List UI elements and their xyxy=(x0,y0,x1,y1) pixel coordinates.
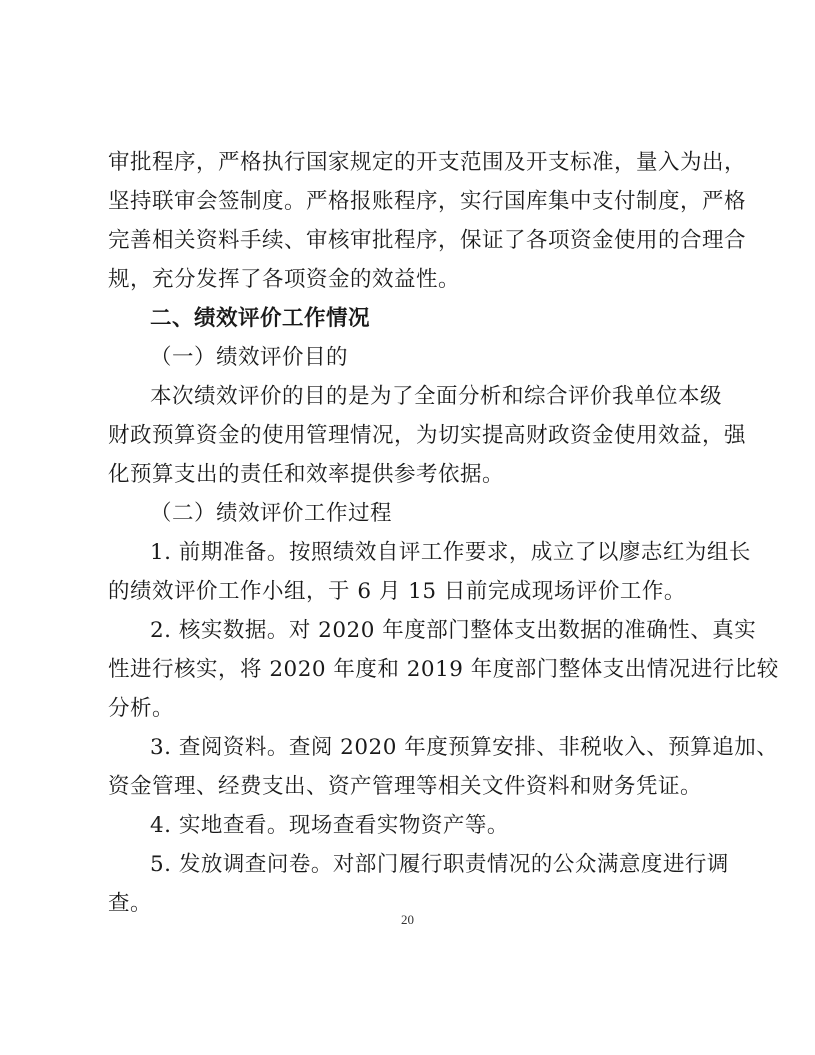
list-item-line: 2. 核实数据。对 2020 年度部门整体支出数据的准确性、真实 xyxy=(150,618,757,643)
list-item-line: 1. 前期准备。按照绩效自评工作要求，成立了以廖志红为组长 xyxy=(150,540,751,565)
page-number: 20 xyxy=(401,912,414,927)
paragraph-line: 完善相关资料手续、审核审批程序，保证了各项资金使用的合理合 xyxy=(108,228,747,253)
subsection-heading: （二）绩效评价工作过程 xyxy=(150,501,393,526)
paragraph-line: 审批程序，严格执行国家规定的开支范围及开支标准，量入为出， xyxy=(108,150,747,175)
paragraph-line: 化预算支出的责任和效率提供参考依据。 xyxy=(108,462,505,487)
paragraph-line: 本次绩效评价的目的是为了全面分析和综合评价我单位本级 xyxy=(150,384,723,409)
section-heading: 二、绩效评价工作情况 xyxy=(150,306,371,331)
paragraph-line: 财政预算资金的使用管理情况，为切实提高财政资金使用效益，强 xyxy=(108,423,747,448)
list-item-line: 的绩效评价工作小组，于 6 月 15 日前完成现场评价工作。 xyxy=(108,579,686,604)
list-item-line: 3. 查阅资料。查阅 2020 年度预算安排、非税收入、预算追加、 xyxy=(150,735,779,760)
list-item-line: 5. 发放调查问卷。对部门履行职责情况的公众满意度进行调 xyxy=(150,852,729,877)
paragraph-line: 坚持联审会签制度。严格报账程序，实行国库集中支付制度，严格 xyxy=(108,189,747,214)
list-item-line: 查。 xyxy=(108,891,153,916)
list-item-line: 4. 实地查看。现场查看实物资产等。 xyxy=(150,813,509,838)
list-item-line: 资金管理、经费支出、资产管理等相关文件资料和财务凭证。 xyxy=(108,774,703,799)
list-item-line: 分析。 xyxy=(108,696,175,721)
subsection-heading: （一）绩效评价目的 xyxy=(150,345,349,370)
list-item-line: 性进行核实，将 2020 年度和 2019 年度部门整体支出情况进行比较 xyxy=(108,657,779,682)
paragraph-line: 规，充分发挥了各项资金的效益性。 xyxy=(108,267,461,292)
